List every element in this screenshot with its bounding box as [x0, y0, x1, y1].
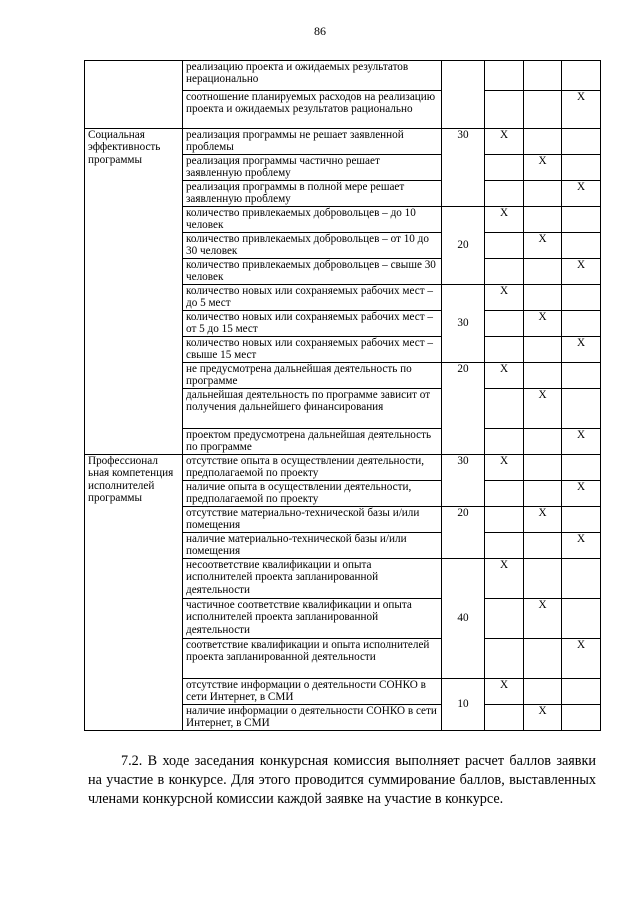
score-cell: 30: [442, 455, 485, 507]
indicator-cell: наличие материально-технической базы и/или помещения: [183, 533, 442, 559]
criterion-cell: Социальная эффективность программы: [85, 129, 183, 455]
mark-cell: [562, 311, 601, 337]
indicator-cell: дальнейшая деятельность по программе зависит от получения дальнейшего финансирования: [183, 389, 442, 429]
mark-cell: [524, 679, 562, 705]
mark-cell: X: [485, 285, 524, 311]
mark-cell: [562, 155, 601, 181]
mark-cell: X: [485, 559, 524, 599]
table-row: [85, 129, 601, 155]
mark-cell: X: [562, 639, 601, 679]
mark-cell: [524, 91, 562, 129]
indicator-cell: частичное соответствие квалификации и опыта исполнителей проекта запланированной деятельности: [183, 599, 442, 639]
indicator-cell: отсутствие информации о деятельности СОНКО в сети Интернет, в СМИ: [183, 679, 442, 705]
table-row: [85, 61, 601, 91]
score-cell: 10: [442, 679, 485, 731]
indicator-cell: соответствие квалификации и опыта исполнителей проекта запланированной деятельности: [183, 639, 442, 679]
indicator-cell: наличие опыта в осуществлении деятельности, предполагаемой по проекту: [183, 481, 442, 507]
mark-cell: X: [562, 181, 601, 207]
criterion-cell: [85, 61, 183, 129]
mark-cell: [524, 61, 562, 91]
mark-cell: [485, 259, 524, 285]
table-row: [85, 455, 601, 481]
mark-cell: [562, 129, 601, 155]
criterion-cell: Профессионал ьная компетенция исполнителей программы: [85, 455, 183, 731]
mark-cell: [524, 481, 562, 507]
indicator-cell: проектом предусмотрена дальнейшая деятельность по программе: [183, 429, 442, 455]
mark-cell: X: [524, 705, 562, 731]
mark-cell: [562, 599, 601, 639]
mark-cell: [485, 705, 524, 731]
mark-cell: X: [562, 533, 601, 559]
score-cell: 30: [442, 129, 485, 207]
mark-cell: [524, 207, 562, 233]
mark-cell: [524, 639, 562, 679]
mark-cell: [562, 455, 601, 481]
mark-cell: [485, 61, 524, 91]
mark-cell: [485, 91, 524, 129]
score-cell: 30: [442, 285, 485, 363]
mark-cell: X: [562, 481, 601, 507]
mark-cell: X: [562, 91, 601, 129]
mark-cell: X: [485, 129, 524, 155]
indicator-cell: не предусмотрена дальнейшая деятельность по программе: [183, 363, 442, 389]
mark-cell: X: [485, 679, 524, 705]
indicator-cell: реализацию проекта и ожидаемых результатов нерационально: [183, 61, 442, 91]
mark-cell: [562, 233, 601, 259]
mark-cell: X: [562, 259, 601, 285]
mark-cell: [562, 363, 601, 389]
mark-cell: [485, 233, 524, 259]
indicator-cell: количество новых или сохраняемых рабочих мест – свыше 15 мест: [183, 337, 442, 363]
indicator-cell: отсутствие материально-технической базы и/или помещения: [183, 507, 442, 533]
mark-cell: X: [485, 363, 524, 389]
body-paragraph: 7.2. В ходе заседания конкурсная комиссия выполняет расчет баллов заявки на участие в конкурсе. Для этого проводится суммирование баллов, выставленных членами конкурсной комиссии каждой заявке на участие в конкурсе.: [88, 753, 596, 807]
score-cell: 20: [442, 207, 485, 285]
score-cell: [442, 61, 485, 129]
indicator-cell: реализация программы не решает заявленной проблемы: [183, 129, 442, 155]
indicator-cell: соотношение планируемых расходов на реализацию проекта и ожидаемых результатов рационально: [183, 91, 442, 129]
indicator-cell: количество привлекаемых добровольцев – свыше 30 человек: [183, 259, 442, 285]
mark-cell: [524, 559, 562, 599]
score-cell: 40: [442, 559, 485, 679]
indicator-cell: несоответствие квалификации и опыта исполнителей проекта запланированной деятельности: [183, 559, 442, 599]
mark-cell: [485, 639, 524, 679]
mark-cell: [562, 207, 601, 233]
mark-cell: [524, 455, 562, 481]
indicator-cell: количество привлекаемых добровольцев – до 10 человек: [183, 207, 442, 233]
mark-cell: [562, 679, 601, 705]
mark-cell: X: [562, 337, 601, 363]
score-cell: 20: [442, 507, 485, 559]
mark-cell: X: [485, 207, 524, 233]
mark-cell: [562, 559, 601, 599]
mark-cell: [524, 285, 562, 311]
mark-cell: [562, 389, 601, 429]
mark-cell: [485, 311, 524, 337]
mark-cell: X: [524, 389, 562, 429]
mark-cell: X: [524, 155, 562, 181]
indicator-cell: количество привлекаемых добровольцев – от 10 до 30 человек: [183, 233, 442, 259]
mark-cell: [524, 337, 562, 363]
mark-cell: [485, 599, 524, 639]
mark-cell: X: [485, 455, 524, 481]
mark-cell: [485, 337, 524, 363]
mark-cell: [485, 389, 524, 429]
mark-cell: [524, 533, 562, 559]
indicator-cell: реализация программы в полной мере решает заявленную проблему: [183, 181, 442, 207]
mark-cell: [524, 259, 562, 285]
mark-cell: X: [524, 507, 562, 533]
mark-cell: X: [524, 599, 562, 639]
indicator-cell: количество новых или сохраняемых рабочих мест – до 5 мест: [183, 285, 442, 311]
mark-cell: X: [524, 233, 562, 259]
indicator-cell: отсутствие опыта в осуществлении деятельности, предполагаемой по проекту: [183, 455, 442, 481]
mark-cell: [485, 155, 524, 181]
mark-cell: [562, 705, 601, 731]
mark-cell: [524, 181, 562, 207]
mark-cell: [562, 61, 601, 91]
score-cell: 20: [442, 363, 485, 455]
page-number: 86: [314, 24, 326, 38]
indicator-cell: реализация программы частично решает заявленную проблему: [183, 155, 442, 181]
mark-cell: [485, 507, 524, 533]
mark-cell: [562, 285, 601, 311]
mark-cell: [485, 481, 524, 507]
indicator-cell: количество новых или сохраняемых рабочих мест – от 5 до 15 мест: [183, 311, 442, 337]
mark-cell: [562, 507, 601, 533]
mark-cell: X: [562, 429, 601, 455]
mark-cell: [524, 363, 562, 389]
mark-cell: X: [524, 311, 562, 337]
mark-cell: [524, 129, 562, 155]
mark-cell: [524, 429, 562, 455]
mark-cell: [485, 533, 524, 559]
mark-cell: [485, 181, 524, 207]
indicator-cell: наличие информации о деятельности СОНКО в сети Интернет, в СМИ: [183, 705, 442, 731]
scoring-table: [84, 60, 601, 731]
mark-cell: [485, 429, 524, 455]
